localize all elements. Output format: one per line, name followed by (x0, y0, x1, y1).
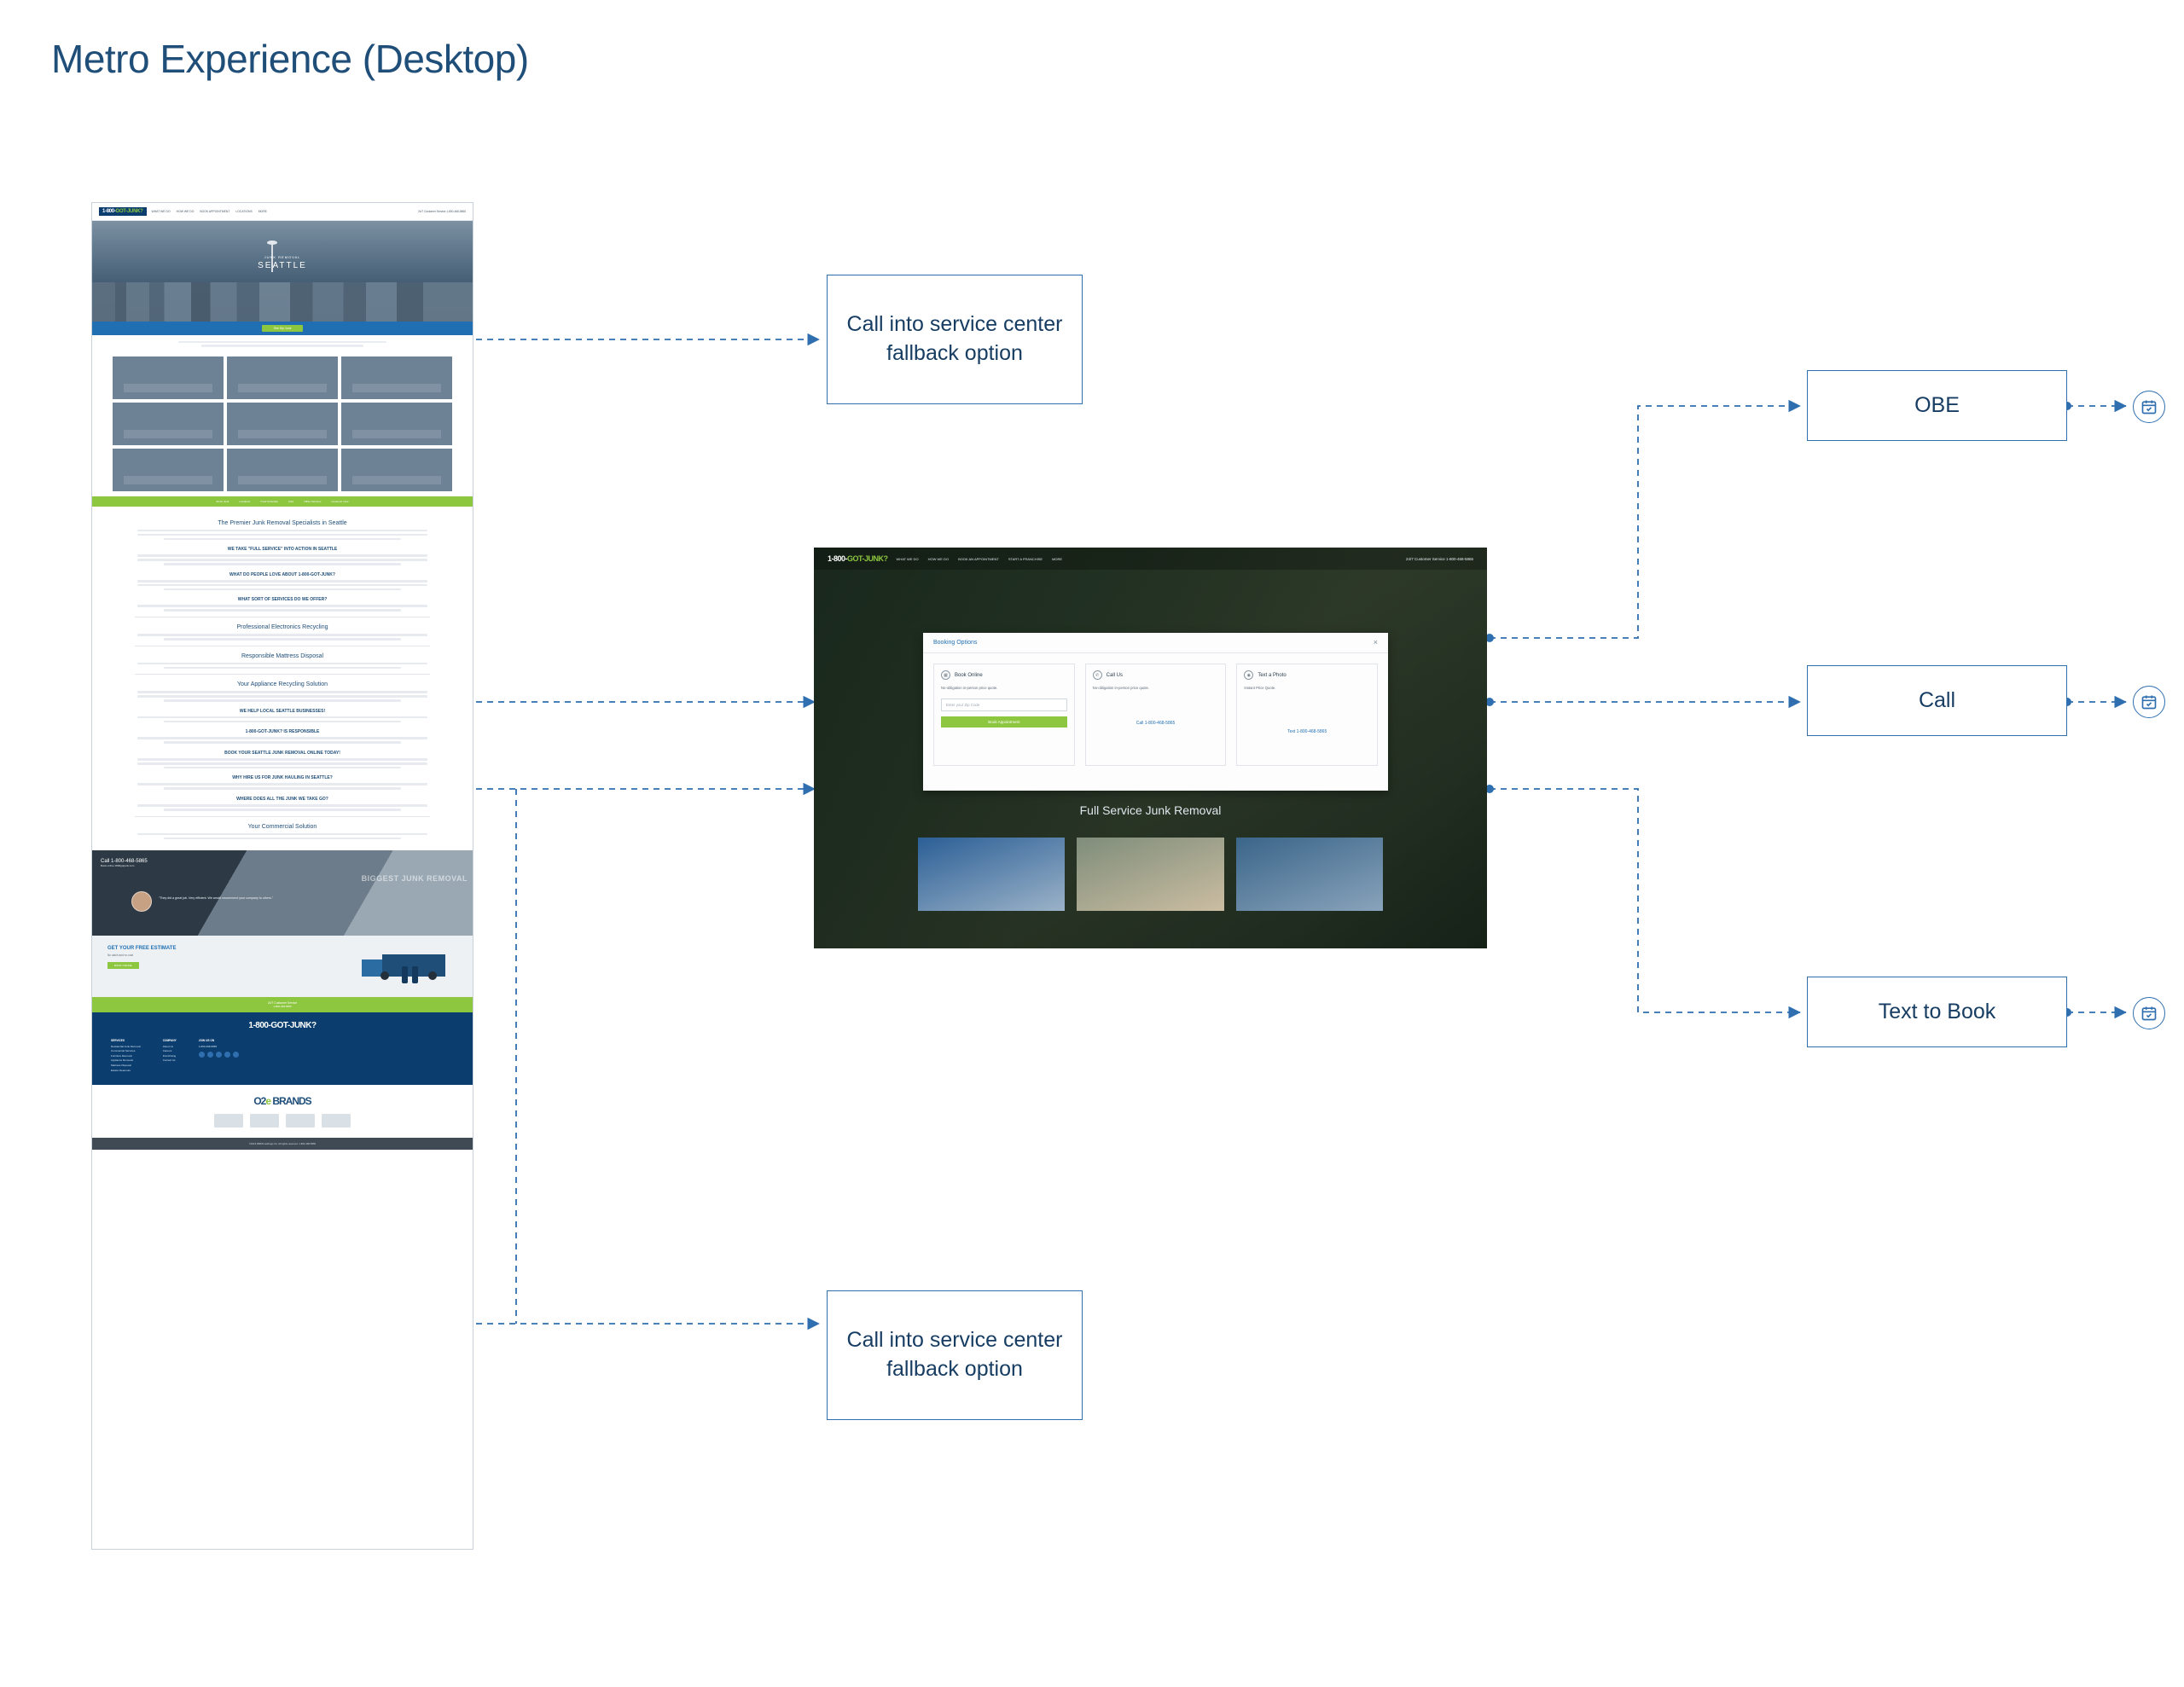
option-call-us[interactable] (1085, 664, 1227, 766)
testimonial-phone[interactable]: Call 1-800-468-5865 Book online 1800gotjunk.com (101, 858, 148, 867)
estimate-subtitle: No catch and no cost (107, 953, 133, 957)
social-links[interactable] (199, 1052, 239, 1058)
instagram-icon[interactable] (216, 1052, 222, 1058)
footer-column-company (163, 1039, 177, 1074)
nav-item[interactable]: MORE (258, 210, 267, 213)
green-link[interactable]: Office Services (304, 499, 322, 503)
service-strip-line2[interactable]: 1-800-468-5865 (273, 1004, 292, 1008)
footer-heading: SERVICES (111, 1038, 125, 1042)
option-bullets (1244, 686, 1370, 692)
bullet: Instant Price Quote. (1244, 686, 1276, 690)
site-logo[interactable]: 1-800-GOT-JUNK? (828, 554, 888, 563)
footer-link[interactable]: Estate Cleanouts (111, 1068, 131, 1072)
hero-banner (92, 221, 473, 322)
section-heading: Responsible Mattress Disposal (241, 652, 324, 659)
zip-code-input[interactable]: Enter your Zip Code (941, 699, 1067, 711)
card-photo (918, 838, 1065, 911)
grid-photo (113, 449, 224, 491)
option-bullets (1093, 686, 1219, 692)
section-heading: WHY HIRE US FOR JUNK HAULING IN SEATTLE? (232, 775, 333, 781)
testimonial-banner (92, 850, 473, 936)
option-title: Call Us (1106, 672, 1124, 678)
o2e-logo: O2e BRANDS (253, 1095, 311, 1108)
estimate-button[interactable]: BOOK ONLINE (107, 962, 139, 969)
footer-heading: JOIN US ON (198, 1038, 215, 1042)
option-title: Text a Photo (1258, 672, 1287, 678)
bullet: No-obligation in-person price quote. (1092, 686, 1150, 690)
header-phone[interactable]: 24/7 Customer Service 1-800-468-5865 (1405, 556, 1473, 561)
flow-box-fallback-bottom[interactable]: Call into service center fallback option (827, 1290, 1083, 1420)
footer-link[interactable]: Mattress Disposal (111, 1063, 131, 1067)
green-link[interactable]: About Junk (216, 499, 229, 503)
dialog-title: Booking Options (933, 640, 978, 646)
section-heading: 1-800-GOT-JUNK? IS RESPONSIBLE (245, 729, 320, 735)
desktop-page-mockup[interactable] (91, 202, 473, 1550)
footer-link[interactable]: Residential Junk Removal (111, 1044, 141, 1048)
bullet: No-obligation in-person price quote. (941, 686, 998, 690)
section-heading: Your Commercial Solution (247, 823, 317, 830)
footer-link[interactable]: Commercial Services (111, 1049, 136, 1053)
option-text-a-photo[interactable] (1236, 664, 1378, 766)
truck-illustration (350, 942, 452, 988)
section-heading: Your Appliance Recycling Solution (237, 681, 328, 688)
grid-photo (113, 357, 224, 399)
section-heading: The Premier Junk Removal Specialists in Seattle (218, 519, 347, 526)
close-icon[interactable]: × (1373, 638, 1378, 646)
estimate-section (92, 936, 473, 997)
flow-box-text-to-book[interactable]: Text to Book (1807, 977, 2067, 1047)
section-heading: WHERE DOES ALL THE JUNK WE TAKE GO? (236, 797, 328, 803)
linkedin-icon[interactable] (233, 1052, 239, 1058)
section-heading: WE HELP LOCAL SEATTLE BUSINESSES! (239, 708, 326, 714)
footer-link[interactable]: Contact Us (162, 1058, 176, 1063)
grid-photo (227, 403, 338, 445)
main-nav[interactable] (152, 210, 267, 213)
footer-link[interactable]: About Us (162, 1044, 174, 1048)
service-strip-line1: 24/7 Customer Service (267, 1000, 298, 1005)
green-link[interactable]: Truck Schedule (260, 499, 278, 503)
footer-heading: COMPANY (162, 1038, 177, 1042)
grid-photo (341, 357, 452, 399)
calendar-check-icon (2133, 997, 2165, 1029)
o2e-brands-section (92, 1085, 473, 1138)
cta-button[interactable]: See My Junk (262, 325, 304, 332)
section-heading: BOOK YOUR SEATTLE JUNK REMOVAL ONLINE TODAY! (224, 750, 340, 756)
main-nav[interactable] (897, 557, 1063, 561)
footer-link[interactable]: Franchising (162, 1053, 177, 1058)
youtube-icon[interactable] (224, 1052, 230, 1058)
card-photo (1077, 838, 1223, 911)
service-strip (92, 997, 473, 1012)
hero-text (92, 255, 473, 270)
option-header (1244, 670, 1370, 680)
green-link-bar (92, 496, 473, 507)
dialog-header (923, 633, 1388, 653)
text-link[interactable]: Text 1-800-468-5865 (1287, 728, 1327, 734)
footer-column-services (111, 1039, 141, 1074)
testimonial-phone-sub: Book online 1800gotjunk.com (101, 863, 135, 867)
nav-item[interactable]: HOW WE DO (927, 556, 950, 561)
green-link[interactable]: Jobs (288, 499, 294, 503)
brand-logo[interactable] (322, 1114, 351, 1128)
nav-item[interactable]: BOOK AN APPOINTMENT (958, 556, 999, 561)
grid-photo (113, 403, 224, 445)
footer-phone[interactable]: 1-800-468-5865 (198, 1044, 218, 1048)
footer-logo: 1-800-GOT-JUNK? (248, 1020, 317, 1030)
page-body (92, 507, 473, 850)
green-link[interactable]: Customer Care (331, 499, 349, 503)
section-heading: Professional Electronics Recycling (236, 624, 328, 631)
nav-item[interactable]: LOCATIONS (235, 210, 253, 213)
twitter-icon[interactable] (207, 1052, 213, 1058)
grid-photo (227, 357, 338, 399)
flow-box-call[interactable]: Call (1807, 665, 2067, 736)
footer-link[interactable]: Appliance Removal (111, 1058, 133, 1063)
photo-grid (92, 353, 473, 496)
nav-item[interactable]: WHAT WE DO (151, 210, 171, 213)
section-heading: WHAT SORT OF SERVICES DO WE OFFER? (237, 597, 328, 603)
nav-item[interactable]: HOW WE DO (176, 210, 195, 213)
calendar-check-icon (2133, 686, 2165, 718)
header-phone[interactable]: 24/7 Customer Service 1-800-468-5865 (418, 210, 466, 213)
estimate-title: GET YOUR FREE ESTIMATE (107, 945, 177, 951)
cta-bar (92, 322, 473, 335)
option-header (1093, 670, 1219, 680)
brand-logo[interactable] (250, 1114, 279, 1128)
footer-column-social (199, 1039, 239, 1074)
grid-photo (341, 449, 452, 491)
option-bullets (941, 686, 1067, 692)
footer-link[interactable]: Careers (162, 1049, 172, 1053)
flow-box-obe[interactable]: OBE (1807, 370, 2067, 441)
calendar-icon: ▦ (941, 670, 950, 680)
photo-cards (918, 838, 1383, 911)
site-logo[interactable]: 1-800-GOT-JUNK? (99, 207, 147, 216)
testimonial-quote: "They did a great job. Very efficient. We would recommend your company to others." (159, 896, 274, 900)
call-link[interactable]: Call 1-800-468-5865 (1136, 720, 1176, 726)
grid-photo (341, 403, 452, 445)
booking-modal-mockup[interactable] (814, 548, 1487, 948)
nav-item[interactable]: MORE (1052, 556, 1063, 561)
camera-icon: ◉ (1244, 670, 1253, 680)
flow-box-fallback-top[interactable]: Call into service center fallback option (827, 275, 1083, 404)
skyline-graphic (92, 282, 473, 322)
calendar-check-icon (2133, 391, 2165, 423)
option-title: Book Online (955, 672, 983, 678)
card-photo (1236, 838, 1383, 911)
green-link[interactable]: Locations (239, 499, 251, 503)
site-footer (92, 1012, 473, 1086)
hero-eyebrow: JUNK REMOVAL (264, 255, 301, 259)
grid-photo (227, 449, 338, 491)
brand-logo[interactable] (214, 1114, 243, 1128)
modal-page-header (814, 548, 1487, 570)
book-appointment-button[interactable]: Book Appointment (941, 716, 1067, 728)
footer-link[interactable]: Furniture Removal (111, 1053, 132, 1058)
site-header (92, 203, 473, 221)
hero-title: SEATTLE (258, 261, 307, 270)
brand-logo[interactable] (286, 1114, 315, 1128)
testimonial-headline: BIGGEST JUNK REMOVAL (361, 873, 468, 883)
section-heading: WHAT DO PEOPLE LOVE ABOUT 1-800-GOT-JUNK? (229, 571, 335, 577)
phone-icon: ✆ (1093, 670, 1102, 680)
booking-options-dialog[interactable] (923, 633, 1388, 791)
section-heading: WE TAKE "FULL SERVICE" INTO ACTION IN SEATTLE (227, 547, 338, 553)
modal-page-title: Full Service Junk Removal (1079, 803, 1222, 817)
avatar (131, 891, 152, 912)
cta-microcopy (92, 335, 473, 353)
nav-item[interactable]: BOOK APPOINTMENT (200, 210, 230, 213)
facebook-icon[interactable] (199, 1052, 205, 1058)
option-header (941, 670, 1067, 680)
option-book-online[interactable] (933, 664, 1075, 766)
nav-item[interactable]: WHAT WE DO (896, 556, 919, 561)
page-title: Metro Experience (Desktop) (51, 37, 529, 81)
nav-item[interactable]: START A FRANCHISE (1008, 556, 1043, 561)
legal-text: ©2019 RBDS Holdings Inc. All rights reserved. 1-800-468-5865 (92, 1138, 473, 1150)
brand-logos (92, 1114, 473, 1128)
